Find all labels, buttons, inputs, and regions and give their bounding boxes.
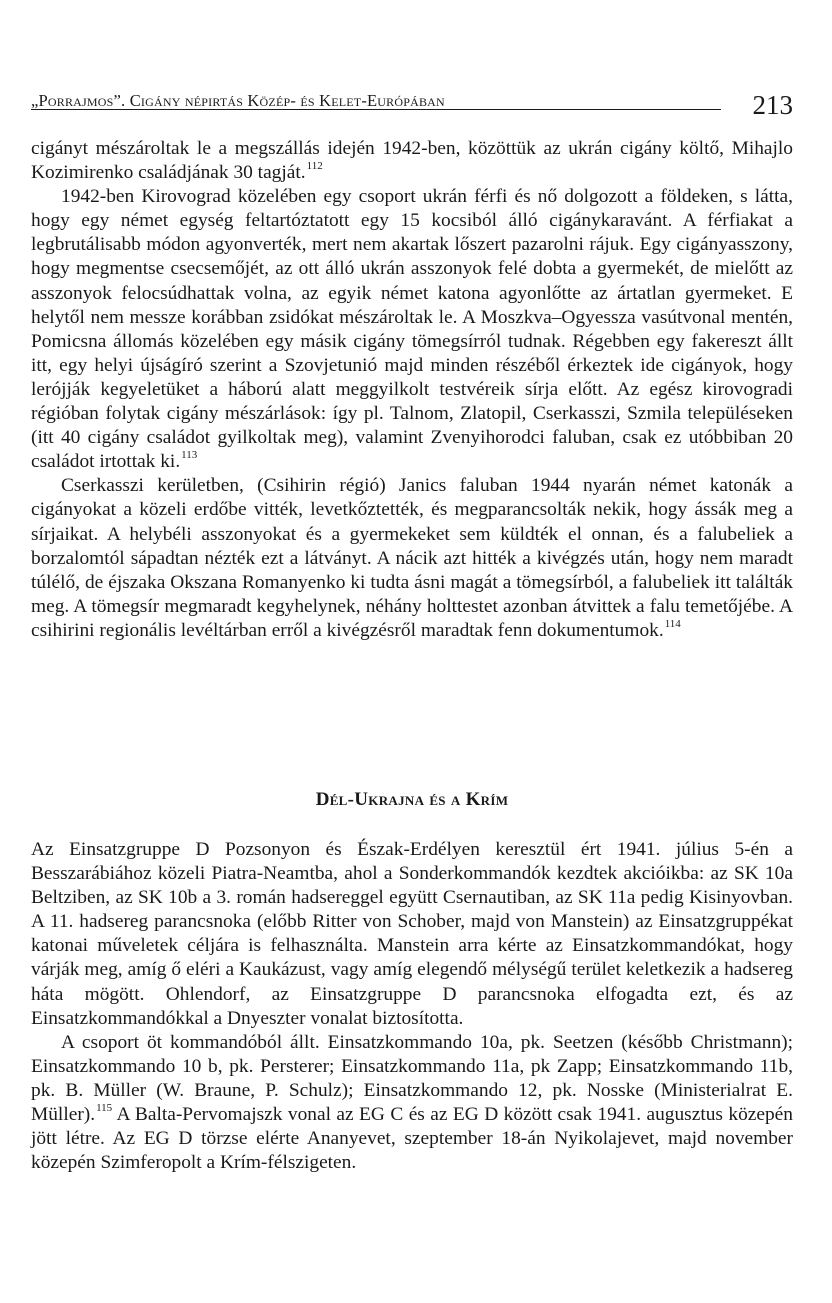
paragraph bbox=[31, 137, 793, 185]
paragraph-text: Cserkasszi kerületben, (Csihirin régió) Janics faluban 1944 nyarán német katonák a cigányokat a közeli erdőbe vitték, levetkőztették, és megparancsolták nekik, hogy ássák meg a sírjaikat. A helybéli asszonyokat és a gyermekeket sem küldték el onnan, és a falubeliek a borzalomtól sápadtan nézték ezt a látványt. A nácik azt hitték a kivégzés után, hogy nem maradt túlélő, de éjszaka Okszana Romanyenko ki tudta ásni magát a tömegsírból, a falubeliek itt találták meg. A tömegsír megmaradt kegyhelynek, néhány holttestet azonban átvittek a falu temetőjébe. A csihirini regionális levéltárban erről a kivégzésről maradtak fenn dokumentumok. bbox=[31, 475, 793, 641]
footnote-ref: 115 bbox=[96, 1102, 113, 1115]
paragraph bbox=[31, 838, 793, 1031]
paragraph bbox=[31, 1031, 793, 1176]
paragraph-text: A csoport öt kommandóból állt. Einsatzkommando 10a, pk. Seetzen (később Christmann); Einsatzkommando 10 b, pk. Persterer; Einsatzkommando 11a, pk Zapp; Einsatzkommando 11b, pk. B. Müller (W. Braune, P. Schulz); Einsatzkommando 12, pk. Nosske (Ministerialrat E. Müller). bbox=[31, 1031, 793, 1126]
footnote-ref: 113 bbox=[181, 449, 198, 462]
page-number: 213 bbox=[752, 90, 793, 120]
header-rule bbox=[31, 109, 721, 110]
section-heading: Dél-Ukrajna és a Krím bbox=[315, 789, 509, 810]
paragraph-text: Az Einsatzgruppe D Pozsonyon és Észak-Erdélyen keresztül ért 1941. július 5-én a Besszarábiához közeli Piatra-Neamtba, ahol a Sonderkommandók kezdtek akcióikba: az SK 10a Beltziben, az SK 10b a 3. román hadsereggel együtt Csernautiban, az SK 11a pedig Kisinyovban. A 11. hadsereg parancsnoka (előbb Ritter von Schober, majd von Manstein) az Einsatzgruppékat katonai műveletek céljára is felhasználta. Manstein arra kérte az Einsatzkommandókat, hogy várják meg, amíg ő eléri a Kaukázust, vagy amíg elegendő mélységű terület keletkezik a hadsereg háta mögött. Ohlendorf, az Einsatzgruppe D parancsnoka elfogadta ezt, és az Einsatzkommandókkal a Dnyeszter vonalat biztosította. bbox=[31, 839, 793, 1029]
section-text bbox=[31, 838, 793, 1175]
running-header bbox=[31, 88, 793, 122]
running-title: „Porrajmos”. Cigány népirtás Közép- és Kelet-Európában bbox=[31, 91, 445, 110]
paragraph bbox=[31, 474, 793, 643]
footnote-ref: 114 bbox=[664, 617, 681, 630]
main-text bbox=[31, 137, 793, 643]
footnote-ref: 112 bbox=[306, 160, 323, 173]
paragraph-text: cigányt mészároltak le a megszállás idején 1942-ben, közöttük az ukrán cigány költő, Mihajlo Kozimirenko családjának 30 tagját. bbox=[31, 138, 793, 184]
paragraph bbox=[31, 185, 793, 474]
paragraph-text: A Balta-Pervomajszk vonal az EG C és az EG D között csak 1941. augusztus közepén jött létre. Az EG D törzse elérte Ananyevet, szeptember 18-án Nyikolajevet, majd november közepén Szimferopolt a Krím-félszigeten. bbox=[31, 1104, 793, 1174]
paragraph-text: 1942-ben Kirovograd közelében egy csoport ukrán férfi és nő dolgozott a földeken, s látta, hogy egy német egység feltartóztatott egy 15 kocsiból álló cigánykaravánt. A férfiakat a legbrutálisabb módon agyonverték, mert nem akartak lőszert pazarolni rájuk. Egy cigányasszony, hogy megmentse csecsemőjét, az ott álló ukrán asszonyok felé dobta a gyermekét, de mielőtt az asszonyok felocsúdhattak volna, az egyik német katona agyonlőtte az ártatlan gyermeket. E helytől nem messze korábban zsidókat mészároltak le. A Moszkva–Ogyessza vasútvonal mentén, Pomicsna állomás közelében egy másik cigány tömegsírról tudnak. Régebben egy fakereszt állt itt, egy helyi újságíró szerint a Szovjetunió majd minden részéből érkeztek ide cigányok, hogy lerójják kegyeletüket a háború alatt meggyilkolt testvéreik sírja előtt. Az egész kirovogradi régióban folytak cigány mészárlások: így pl. Talnom, Zlatopil, Cserkasszi, Szmila településeken (itt 40 cigány családot gyilkoltak meg), valamint Zvenyihorodci faluban, csak ez utóbbiban 20 családot irtottak ki. bbox=[31, 186, 793, 473]
